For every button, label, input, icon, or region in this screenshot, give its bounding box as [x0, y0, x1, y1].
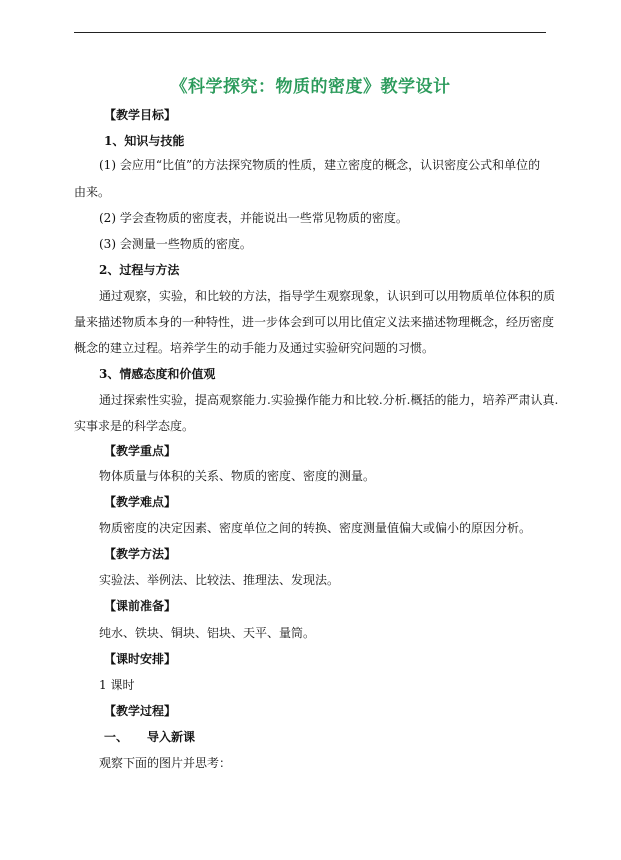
difficulties-heading: 【教学难点】 — [104, 495, 177, 509]
process-line-1: 通过观察，实验，和比较的方法，指导学生观察现象，认识到可以用物质单位体积的质 — [99, 289, 556, 303]
procedure-section-number: 一、 — [104, 730, 129, 744]
knowledge-item-1-line-1: (1) 会应用“比值”的方法探究物质的性质，建立密度的概念，认识密度公式和单位的 — [99, 158, 541, 172]
document-title: 《科学探究：物质的密度》教学设计 — [170, 77, 451, 97]
key-points-text: 物体质量与体积的关系、物质的密度、密度的测量。 — [99, 469, 376, 483]
procedure-section-title: 导入新课 — [147, 730, 196, 744]
attitude-line-2: 实事求是的科学态度。 — [74, 419, 195, 433]
attitude-line-1: 通过探索性实验，提高观察能力.实验操作能力和比较.分析.概括的能力，培养严肃认真. — [99, 393, 559, 407]
schedule-heading: 【课时安排】 — [104, 652, 177, 666]
knowledge-item-1-line-2: 由来。 — [74, 185, 111, 199]
schedule-text: 1 课时 — [99, 678, 135, 692]
preparation-heading: 【课前准备】 — [104, 599, 177, 613]
preparation-text: 纯水、铁块、铜块、铝块、天平、量筒。 — [99, 626, 316, 640]
procedure-text: 观察下面的图片并思考： — [99, 756, 232, 770]
goals-heading: 【教学目标】 — [104, 108, 177, 122]
methods-heading: 【教学方法】 — [104, 547, 177, 561]
knowledge-item-2: (2) 学会查物质的密度表，并能说出一些常见物质的密度。 — [99, 211, 408, 225]
knowledge-heading: 1、知识与技能 — [104, 134, 185, 148]
procedure-heading: 【教学过程】 — [104, 704, 177, 718]
process-heading: 2、过程与方法 — [99, 263, 180, 277]
key-points-heading: 【教学重点】 — [104, 444, 177, 458]
process-line-2: 量来描述物质本身的一种特性，进一步体会到可以用比值定义法来描述物理概念，经历密度 — [74, 315, 555, 329]
attitude-heading: 3、情感态度和价值观 — [99, 367, 216, 381]
knowledge-item-3: (3) 会测量一些物质的密度。 — [99, 237, 252, 251]
difficulties-text: 物质密度的决定因素、密度单位之间的转换、密度测量值偏大或偏小的原因分析。 — [99, 521, 532, 535]
methods-text: 实验法、举例法、比较法、推理法、发现法。 — [99, 573, 340, 587]
process-line-3: 概念的建立过程。培养学生的动手能力及通过实验研究问题的习惯。 — [74, 341, 435, 355]
header-rule — [74, 32, 546, 33]
